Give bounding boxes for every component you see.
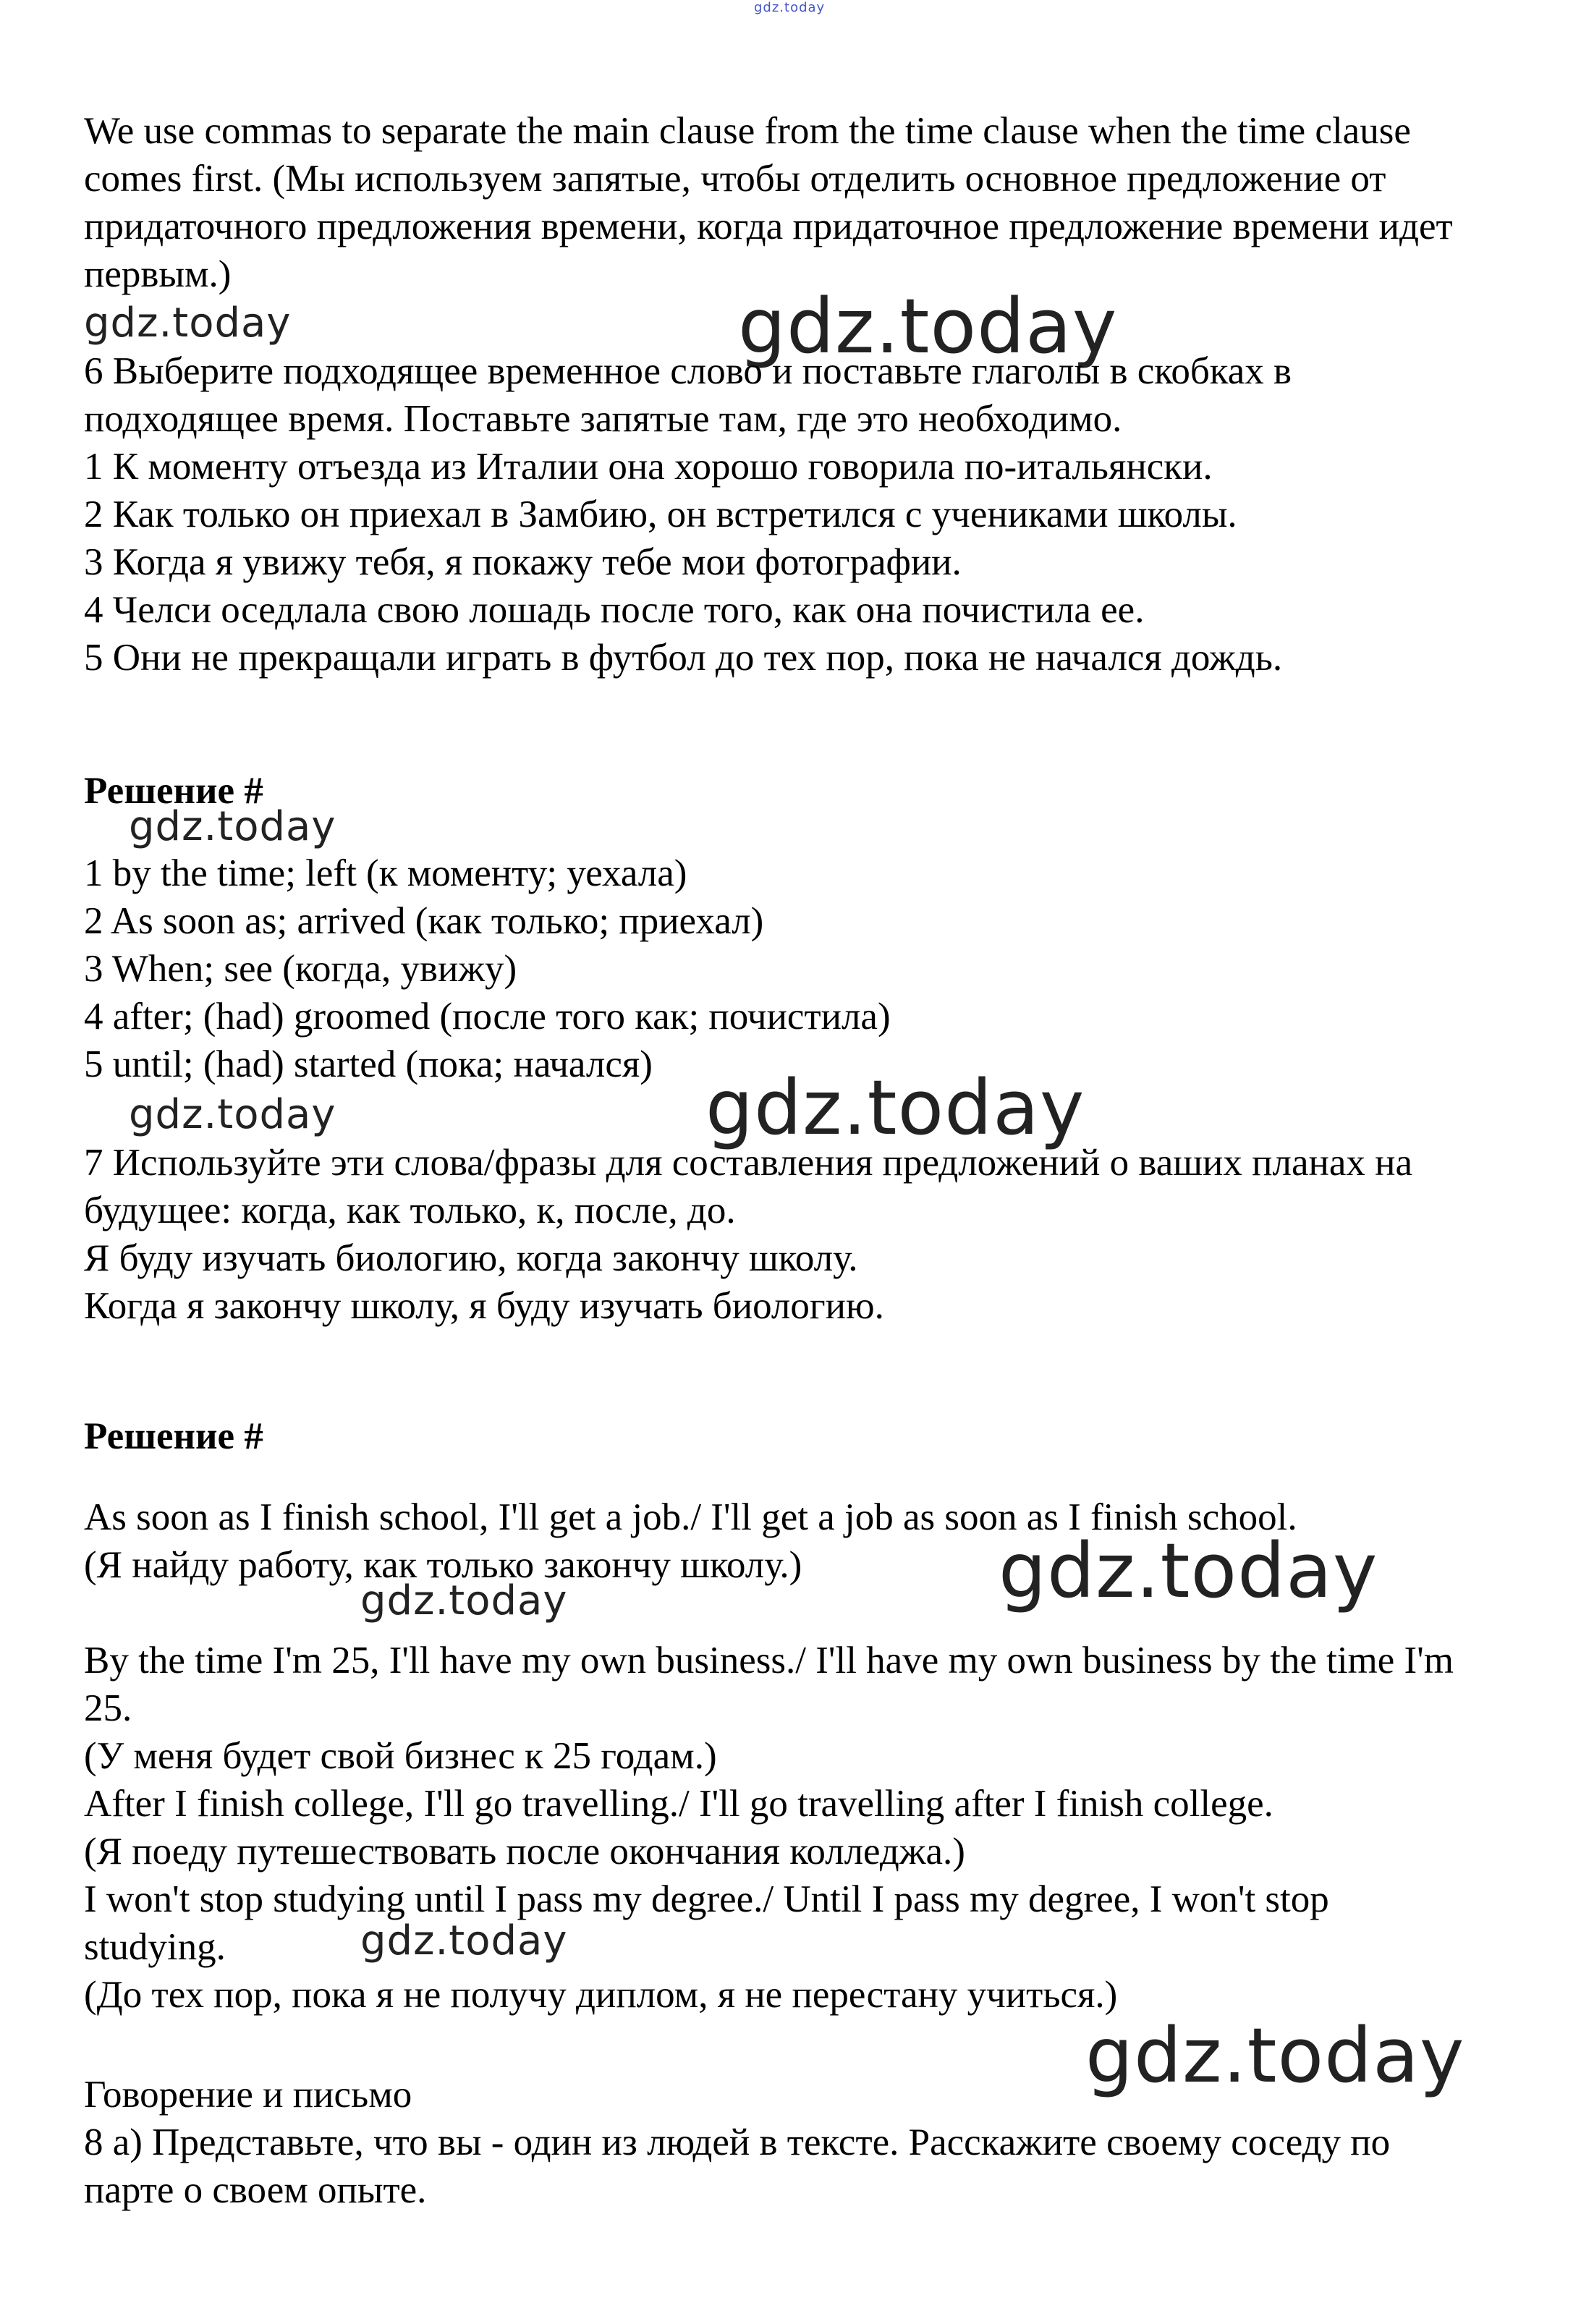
watermark: gdz.today [360,1917,568,1964]
watermark: gdz.today [1085,2011,1465,2100]
solution6-answer: 4 after; (had) groomed (после того как; почистила) [84,996,891,1038]
solution7-answer: By the time I'm 25, I'll have my own business./ I'll have my own business by the time I'm 25. [84,1640,1454,1729]
task6-item: 2 Как только он приехал в Замбию, он встретился с учениками школы. [84,493,1237,535]
solution7-answer: After I finish college, I'll go travelling./ I'll go travelling after I finish college. [84,1783,1273,1825]
solution6-answer: 1 by the time; left (к моменту; уехала) [84,852,687,894]
task7-example: Я буду изучать биологию, когда закончу школу. [84,1237,858,1279]
solution7-answer: (Я найду работу, как только закончу школу.) [84,1544,802,1586]
task6-item: 3 Когда я увижу тебя, я покажу тебе мои фотографии. [84,541,962,583]
watermark: gdz.today [84,300,292,347]
intro-paragraph [84,107,1473,298]
solution6-answer: 2 As soon as; arrived (как только; приехал) [84,900,764,942]
solution6-answer: 5 until; (had) started (пока; начался) [84,1043,653,1085]
watermark: gdz.today [129,803,336,850]
solution6-answer: 3 When; see (когда, увижу) [84,948,517,990]
solution7-heading: Решение # [84,1415,263,1457]
watermark-top: gdz.today [754,0,826,15]
solution7-answer: (Я поеду путешествовать после окончания колледжа.) [84,1831,965,1873]
task8-instruction: 8 a) Представьте, что вы - один из людей в тексте. Расскажите своему соседу по парте о своем опыте. [84,2121,1391,2211]
solution6-heading: Решение # [84,770,263,812]
solution7-answer: (У меня будет свой бизнес к 25 годам.) [84,1735,717,1777]
task6-instruction: 6 Выберите подходящее временное слово и поставьте глаголы в скобках в подходящее время. Поставьте запятые там, где это необходимо. [84,350,1292,440]
watermark: gdz.today [738,282,1118,370]
task7-instruction: 7 Используйте эти слова/фразы для составления предложений о ваших планах на будущее: когда, как только, к, после, до. [84,1142,1413,1231]
watermark: gdz.today [360,1577,568,1624]
solution7-answer: I won't stop studying until I pass my degree./ Until I pass my degree, I won't stop studying. [84,1878,1329,1968]
solution7-answer: (До тех пор, пока я не получу диплом, я не перестану учиться.) [84,1974,1118,2016]
task6-item: 1 К моменту отъезда из Италии она хорошо говорила по-итальянски. [84,446,1213,488]
watermark: gdz.today [129,1091,336,1138]
solution7-answer: As soon as I finish school, I'll get a job./ I'll get a job as soon as I finish school. [84,1496,1297,1538]
task6-item: 5 Они не прекращали играть в футбол до тех пор, пока не начался дождь. [84,637,1283,679]
task7-example: Когда я закончу школу, я буду изучать биологию. [84,1285,884,1327]
watermark: gdz.today [705,1064,1085,1152]
speaking-heading: Говорение и письмо [84,2074,412,2116]
intro-russian: (Мы используем запятые, чтобы отделить основное предложение от придаточного предложения времени, когда придаточное предложение времени идет первым.) [84,158,1453,295]
watermark: gdz.today [999,1527,1378,1615]
intro-english: We use commas to separate the main clause from the time clause when the time clause comes first. [84,110,1411,200]
task6-item: 4 Челси оседлала свою лошадь после того, как она почистила ее. [84,589,1145,631]
